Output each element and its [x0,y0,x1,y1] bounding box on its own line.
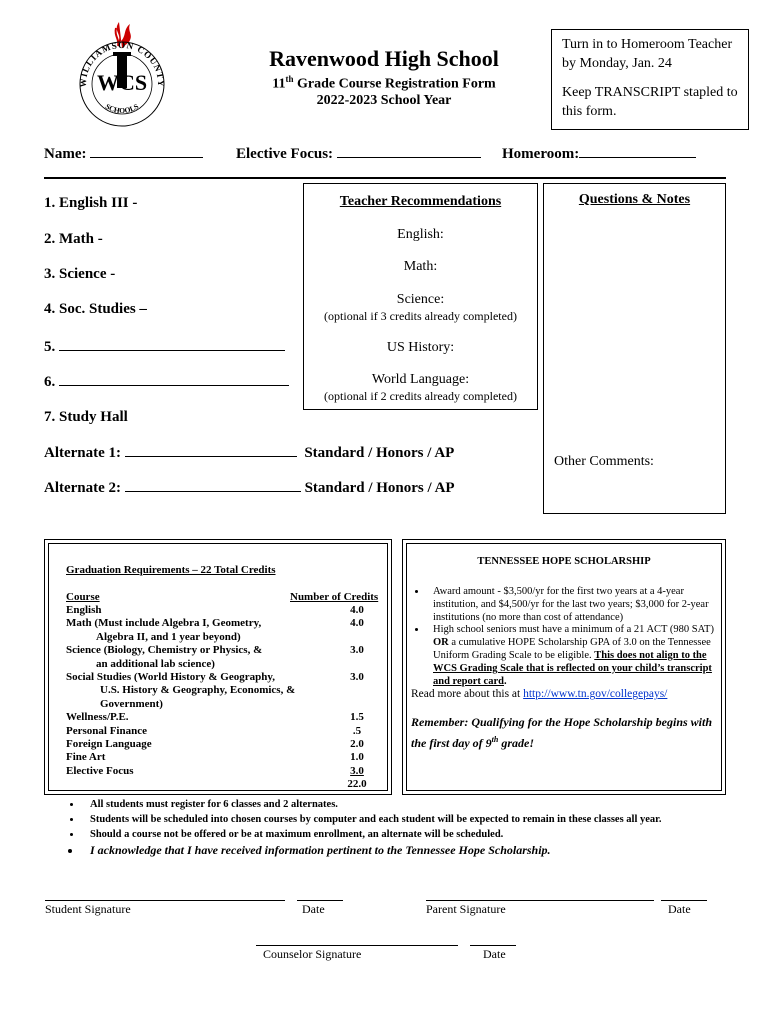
grad-course: Personal Finance [66,724,147,737]
alternate-2-levels: Standard / Honors / AP [304,480,455,496]
counselor-signature-label: Counselor Signature [263,947,362,961]
school-name: Ravenwood High School [269,46,499,71]
grad-credits: 2.0 [350,738,364,751]
hope-b2-a: High school seniors must have a minimum of a 21 ACT (980 SAT) [433,624,714,636]
form-title-text: Grade Course Registration Form [293,76,496,92]
grad-course: U.S. History & Geography, Economics, & [100,684,296,697]
school-logo [72,18,172,130]
hope-bullets [411,586,715,752]
school-year: 2022-2023 School Year [316,93,452,108]
course-5-label: 5. [44,339,56,355]
grad-course: Government) [100,697,163,710]
course-1[interactable]: 1. English III - [44,195,138,211]
grad-rows [66,604,386,792]
parent-date-label: Date [668,902,691,916]
hope-read-more [411,688,715,701]
grad-row [66,711,386,724]
recommendations-title: Teacher Recommendations [339,194,502,209]
grad-col-course: Course [66,591,100,603]
hope-b2-end: . [503,675,507,687]
grad-row [66,644,386,657]
counselor-date-label: Date [483,947,506,961]
grad-credits: 3.0 [350,644,364,657]
grad-credits: 4.0 [350,604,364,616]
grade-number: 11 [272,76,286,92]
hope-read-label: Read more about this at [411,688,524,701]
name-field[interactable] [44,146,203,163]
logo-top-text: WILLIAMSON COUNTY [77,39,167,88]
student-signature-label: Student Signature [45,902,131,916]
logo-bottom-text: SCHOOLS [103,101,141,116]
teacher-recommendations-box [303,183,538,410]
grad-course: English [66,604,102,616]
grad-row [66,631,386,644]
course-6[interactable] [44,374,289,391]
grad-course: Science (Biology, Chemistry or Physics, & [66,644,263,657]
header-divider [44,177,726,179]
grad-row [66,658,386,671]
grad-course: Fine Art [66,751,106,764]
rec-english: English: [397,227,444,242]
notice-turn-in: Turn in to Homeroom Teacher by Monday, Jan. 24 [562,37,733,71]
grad-row [66,617,386,630]
questions-notes-box[interactable] [543,183,726,514]
note-alternate: • Should a course not be offered or be at maximum enrollment, an alternate will be scheduled. [82,827,726,842]
hope-remember [411,713,715,752]
course-2[interactable]: 2. Math - [44,231,103,247]
alternate-2-label: Alternate 2: [44,480,122,496]
grad-row [66,604,386,617]
hope-remember-a: Remember: Qualifying for the Hope Scholarship begins with the first day of 9 [411,715,713,751]
grad-course: Wellness/P.E. [66,711,129,724]
alternate-2[interactable] [44,480,455,497]
student-date-line[interactable] [297,900,343,901]
questions-title: Questions & Notes [578,192,691,207]
parent-signature-label: Parent Signature [426,902,506,916]
rec-science-note: (optional if 3 credits already completed) [324,309,517,323]
grad-credits [328,658,386,671]
notice-transcript: Keep TRANSCRIPT stapled to this form. [562,85,738,119]
counselor-signature-line[interactable] [256,945,458,946]
parent-date-line[interactable] [661,900,707,901]
grad-course: an additional lab science) [96,657,215,670]
alternate-1-label: Alternate 1: [44,445,122,461]
hope-scholarship-box [402,539,726,795]
student-date-label: Date [302,902,325,916]
grad-title: Graduation Requirements – 22 Total Credits [66,564,276,576]
form-title [245,74,523,93]
rec-math: Math: [403,259,438,274]
hope-award-bullet: • Award amount - $3,500/yr for the first two years at a 4-year institution, and $4,500/yr for the last two years; $3,000 for 2-year institutions (no more than cost of attendance) [427,586,715,624]
other-comments-label: Other Comments: [554,454,654,469]
note-scheduled: • Students will be scheduled into chosen courses by computer and each student will be expected to remain in these classes all year. [82,812,726,827]
hope-remember-sup: th [491,735,499,745]
alternate-1-levels: Standard / Honors / AP [304,445,455,461]
grad-total: 22.0 [347,778,367,791]
grad-course: Elective Focus [66,764,134,777]
grad-credits: 1.0 [350,751,364,764]
grad-credits: 3.0 [350,671,364,684]
grad-course: Math (Must include Algebra I, Geometry, [66,617,262,630]
rec-language-note: (optional if 2 credits already completed) [324,389,517,403]
grad-credits [328,684,386,697]
grad-row [66,751,386,764]
grad-credits [328,698,386,711]
hope-b2-c: This does not align to the WCS Grading Scale that is reflected on your child’s transcript and report card [433,649,712,687]
hope-remember-b: grade! [498,736,535,751]
rec-language: World Language: [371,372,470,387]
hope-b2-or: OR [433,637,449,649]
grad-credits: 4.0 [350,617,364,630]
hope-link[interactable]: http://www.tn.gov/collegepays/ [523,688,668,701]
grad-row [66,698,386,711]
grad-course: Social Studies (World History & Geography, [66,671,276,684]
name-label: Name: [44,146,87,162]
course-5[interactable] [44,339,285,356]
elective-focus-field[interactable] [236,146,481,163]
course-4[interactable]: 4. Soc. Studies – [44,301,147,317]
note-acknowledge: • I acknowledge that I have received information pertinent to the Tennessee Hope Scholarship. [82,842,726,858]
alternate-1[interactable] [44,445,454,462]
course-6-label: 6. [44,374,56,390]
grad-col-credits: Number of Credits [290,591,379,603]
grade-suffix: th [285,74,294,84]
grad-credits: 1.5 [350,711,364,724]
rec-science: Science: [396,292,445,307]
grad-course: Foreign Language [66,738,152,751]
grad-credits [328,631,386,644]
hope-title: TENNESSEE HOPE SCHOLARSHIP [477,556,651,567]
student-signature-line[interactable] [45,900,285,901]
course-3[interactable]: 3. Science - [44,266,116,282]
svg-text:SCHOOLS [104,102,140,115]
elective-label: Elective Focus: [236,146,334,162]
logo-mid-text: WCS [96,70,148,95]
grad-row [66,671,386,684]
grad-credits: .5 [352,724,362,737]
notice-box [551,29,749,130]
grad-row [66,725,386,738]
counselor-date-line[interactable] [470,945,516,946]
grad-row [66,778,386,791]
hope-b2-b: a cumulative HOPE Scholarship GPA of 3.0 on the Tennessee Uniform Grading Scale to be eligible. [433,637,711,661]
parent-signature-line[interactable] [426,900,654,901]
note-register: • All students must register for 6 classes and 2 alternates. [82,797,726,812]
homeroom-label: Homeroom: [502,146,580,162]
grad-course: Algebra II, and 1 year beyond) [96,630,241,643]
grad-row [66,738,386,751]
registration-notes [66,797,726,858]
grad-row [66,684,386,697]
grad-credits: 3.0 [350,764,364,777]
course-7: 7. Study Hall [44,409,128,425]
hope-eligibility-bullet [427,624,715,688]
rec-history: US History: [386,340,455,355]
grad-row [66,765,386,778]
graduation-requirements-box [44,539,392,795]
homeroom-field[interactable] [502,146,696,163]
